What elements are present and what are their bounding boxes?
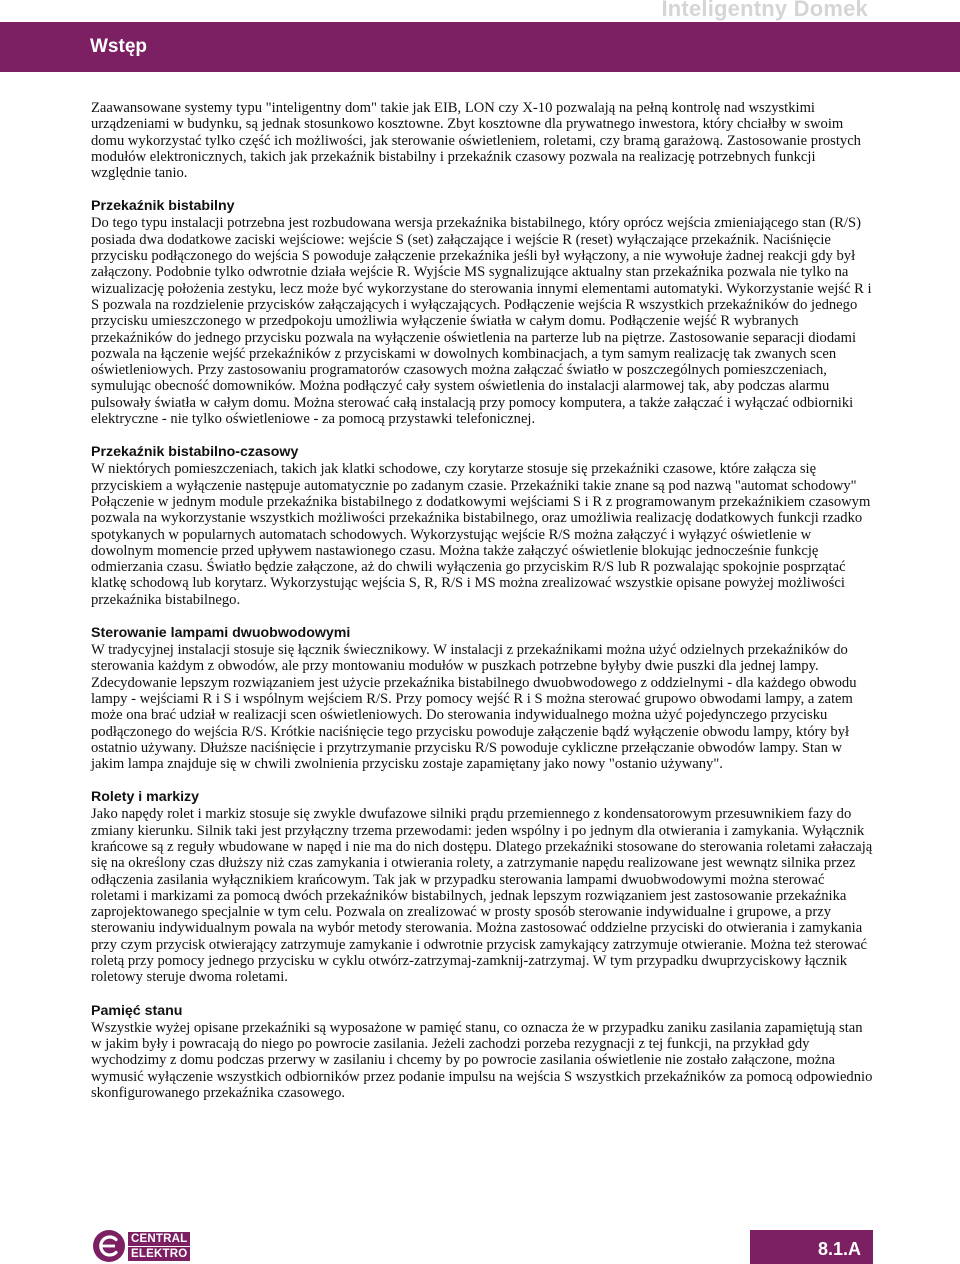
section-body: Do tego typu instalacji potrzebna jest rozbudowana wersja przekaźnika bistabilnego, który oprócz wejścia zmieniającego stan (R/S) posiada dwa dodatkowe zaciski wejściowe: wejście S (set) załączające i wejście R (reset) wyłączające przekaźnik. Naciśnięcie przycisku podłączonego do wejścia S powoduje załączenie przekaźnika jeśli był wyłączony, a nie wywołuje żadnej reakcji gdy był załączony. Podobnie tylko odwrotnie działa wejście R. Wyjście MS sygnalizujące aktualny stan przekaźnika pozwala nie tylko na wizualizację położenia zestyku, lecz może być wykorzystane do sterowania innymi elementami automatyki. Wykorzystanie wejść R i S pozwala na rozdzielenie przycisków załączających i wyłączających. Podłączenie wejścia R wszystkich przekaźników do jednego przycisku umieszczonego w przedpokoju umożliwia wyłączenie światła w całym domu. Podłączenie wejść R wybranych przekaźników do jednego przycisku pozwala na wyłączenie oświetlenia na parterze lub na piętrze. Zastosowanie separacji diodami pozwala na łączenie wejść przekaźników z przyciskami w dowolnych kombinacjach, a tym samym realizację tak zwanych scen oświetleniowych. Przy zastosowaniu programatorów czasowych można załączać światło w poszczególnych pomieszczeniach, symulując obecność domowników. Można podłączyć cały system oświetlenia do instalacji alarmowej tak, aby podczas alarmu pulsowały światła w całym domu. Można sterować całą instalacją przy pomocy komputera, a także załączać i wyłączać odbiorniki elektryczne - nie tylko oświetleniowe - za pomocą przystawki telefonicznej. <box>91 215 872 428</box>
page-title: Wstęp <box>90 36 147 57</box>
section-bistable-time-relay <box>91 444 873 608</box>
section-body: W tradycyjnej instalacji stosuje się łącznik świecznikowy. W instalacji z przekaźnikami można użyć odzielnych przekaźników do sterowania każdym z obwodów, ale przy montowaniu modułów w puszkach potrzebne byłyby dwie puszki dla jednej lampy. Zdecydowanie lepszym rozwiązaniem jest użycie przekaźnika bistabilnego dwuobwodowego z oddzielnymi - dla każdego obwodu lampy - wejściami R i S i wspólnym wejściem R/S. Przy pomocy wejść R i S można sterować grupowo obwodami lampy, a zatem może ona brać udział w realizacji scen oświetleniowych. Do sterowania indywidualnego można użyć pojedynczego przycisku podłączonego do wejścia R/S. Krótkie naciśnięcie tego przycisku powoduje załączenie bądź wyłączenie obwodu lampy, który był ostatnio używany. Dłuższe naciśnięcie i przytrzymanie przycisku R/S powoduje cykliczne przełączanie obwodów lampy. Stan w jakim lampa znajduje się w chwili zwolnienia przycisku zostaje zapamiętany jako nowy "ostanio używany". <box>91 642 857 773</box>
header-bar <box>0 22 960 72</box>
section-heading: Pamięć stanu <box>91 1002 183 1019</box>
section-heading: Przekaźnik bistabilny <box>91 198 235 215</box>
section-body: Jako napędy rolet i markiz stosuje się zwykle dwufazowe silniki prądu przemiennego z kondensatorowym przesuwnikiem fazy do zmiany kierunku. Silnik taki jest przyłączny trzema przewodami: jeden wspólny i po jednym dla otwierania i zamykania. Wyłącznik krańcowe są z reguły wbudowane w napęd i nie ma do nich dostępu. Dlatego przekaźniki stosowane do sterowania roletami załaczają się na określony czas dłuższy niż czas zamykania i otwierania rolety, a zatrzymanie napędu realizowane jest wewnątz silnika przez odłączenia zasilania wyłącznikiem krańcowym. Tak jak w przypadku sterowania lampami dwuobwodowymi można sterować roletami i markizami za pomocą dwóch przekaźników bistabilnych, jednak lepszym rozwiązaniem jest zastosowanie przekaźnika zaprojektowanego specjalnie w tym celu. Pozwala on zrealizować w prosty sposób sterowanie indywidualne i grupowe, a przy sterowaniu indywidualnym powala na wybór metody sterowania. Można zastosować oddzielne przyciski do otwierania i zamykania przy czym przycisk otwierający zatrzymuje zamykanie i odwrotnie przycisk zamykający zatrzymuje otwieranie. Można też sterować roletą przy pomocy jednego przycisku w cyklu otwórz-zatrzymaj-zamknij-zatrzymaj. W tym przypadku dwuprzyciskowy łącznik roletowy steruje dwoma roletami. <box>91 806 873 986</box>
logo-word-central: CENTRAL <box>128 1232 190 1246</box>
section-heading: Sterowanie lampami dwuobwodowymi <box>91 625 351 642</box>
central-elektro-logo <box>92 1228 188 1264</box>
section-dual-circuit-lamps <box>91 625 873 772</box>
section-state-memory <box>91 1003 873 1101</box>
central-elektro-e-icon <box>92 1229 126 1263</box>
section-body: Wszystkie wyżej opisane przekaźniki są wyposażone w pamięć stanu, co oznacza że w przypadku zaniku zasilania zapamiętują stan w jakim były i powracają do niego po powrocie zasilania. Jeżeli zachodzi porzeba rezygnacji z tej funkcji, na przykład gdy wychodzimy z domu podczas przerwy w zasilaniu i chcemy by po powrocie zasilania oświetlenie nie zostało załączone, można wymusić wyłączenie wszystkich odbiorników przez podanie impulsu na wejścia S wszystkich przekaźników za pomocą odpowiednio skonfigurowanego przekaźnika czasowego. <box>91 1019 873 1101</box>
section-heading: Rolety i markizy <box>91 789 200 806</box>
section-bistable-relay <box>91 198 873 427</box>
section-body: W niektórych pomieszczeniach, takich jak klatki schodowe, czy korytarze stosuje się przekaźniki czasowe, które załącza się przyciskiem a wyłączenie następuje automatycznie po zadanym czasie. Przekaźniki takie znane są pod nazwą "automat schodowy" Połączenie w jednym module przekaźnika bistabilnego z dodatkowymi wejściami S i R z programowanym przekaźnikiem czasowym pozwala na wykorzystanie wszystkich możliwości przekaźnika bistabilnego, oraz umożliwia realizację dodatkowych funkcji rzadko spotykanych w popularnych automatach schodowych. Wykorzystując wejście R/S można załączyć i wyłązyć oświetlenie w dowolnym momencie przed upływem nastawionego czasu. Można także załączyć oświetlenie blokując jednocześnie funkcję odmierzania czasu. Światło będzie załączone, aż do chwili wyłączenia go przyciskim R/S lub R pozwalając spokojnie posprzątać klatkę schodową lub korytarz. Wykorzystując wejścia S, R, R/S i MS można zrealizować wszystkie opisane powyżej możliwości przekaźnika bistabilnego. <box>91 461 871 608</box>
logo-wordmark <box>128 1232 190 1261</box>
logo-word-elektro: ELEKTRO <box>128 1247 190 1261</box>
document-content <box>91 100 873 1101</box>
section-heading: Przekaźnik bistabilno-czasowy <box>91 444 299 461</box>
page-number-badge <box>750 1230 873 1264</box>
page-number: 8.1.A <box>817 1239 861 1259</box>
section-blinds-awnings <box>91 789 873 985</box>
brand-title: Inteligentny Domek <box>661 0 868 21</box>
intro-paragraph: Zaawansowane systemy typu "inteligentny dom" takie jak EIB, LON czy X-10 pozwalają na pełną kontrolę nad wszystkimi urządzeniami w budynku, są jednak stosunkowo kosztowne. Zbyt kosztowne dla prywatnego inwestora, który chciałby w swoim domu wykorzystać tylko część ich możliwości, jak sterowanie oświetleniem, roletami, czy bramą garażową. Zastosowanie prostych modułów elektronicznych, takich jak przekaźnik bistabilny i przekaźnik czasowy pozwala na realizację potrzebnych funkcji względnie tanio. <box>91 100 861 182</box>
